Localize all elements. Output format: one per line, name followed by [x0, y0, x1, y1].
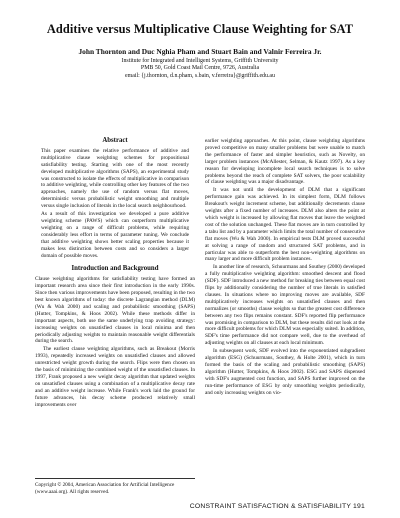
abstract-paragraph: This paper examines the relative performance of additive and multiplicative clause weighting schemes for propositional satisfiability testing. Starting with one of the most recently developed multiplicative algorithms (SAPS), an experimental study was constructed to isolate the effects of multiplicative in comparison to additive weighting, while controlling other key features of the two approaches, namely the use of random versus flat moves, deterministic versus probabilistic weight smoothing and multiple versus single inclusion of literals in the local search neighbourhood. — [41, 147, 189, 210]
left-column — [35, 138, 195, 410]
body-paragraph: earlier weighting approaches. At this point, clause weighting algorithms proved competitive on many smaller problems but were unable to match the performance of faster and simpler heuristics, such as Novelty, on larger problem instances (McAllester, Selman, & Kautz 1997). As a key reason for developing incomplete local search techniques is to solve problems beyond the reach of complete SAT solvers, the poor scalability of clause weighting was a major disadvantage. — [205, 138, 365, 186]
body-paragraph: In subsequent work, SDF evolved into the exponentiated subgradient algorithm (ESG) (Schuurmans, Southey, & Holte 2001), which in turn formed the basis of the scaling and probabilistic smoothing (SAPS) algorithm (Hutter, Tompkins, & Hoos 2002). ESG and SAPS dispensed with SDF's augmented cost function, and SAPS further improved on the run-time performance of ESG by only smoothing weights periodically, and only increasing weights on vio- — [205, 348, 365, 396]
body-paragraph: In another line of research, Schuurmans and Southey (2000) developed a fully multiplicative weighting algorithm: smoothed descent and flood (SDF). SDF introduced a new method for breaking ties between equal cost flips by additionally considering the number of true literals in satisfied clauses. In situations where no improving moves are available, SDF multiplicatively increases weights on unsatisfied clauses and then normalizes (or smooths) clause weights so that the greatest cost difference between any two flips remains constant. SDF's reported flip performance was promising in comparison to DLM, but these results did not look at the more difficult problems for which DLM was especially suited. In addition, SDF's time performance did not compare well, due to the overhead of adjusting weights on all clauses at each local minimum. — [205, 264, 365, 347]
affiliation-block — [0, 58, 400, 80]
abstract-body — [35, 148, 195, 260]
body-paragraph: It was not until the development of DLM that a significant performance gain was achieved. In its simplest form, DLM follows Breakout's weight increment scheme, but additionally decrements clause weights after a fixed number of increases. DLM also alters the point at which weight is increased by allowing flat moves that leave the weighted cost of the solution unchanged. These flat moves are in turn controlled by a tabu list and by a parameter which limits the total number of consecutive flat moves (Wu & Wah 2000). In empirical tests DLM proved successful at solving a range of random and structured SAT problems, and in particular was able to outperform the best non-weighting algorithms on many larger and more difficult problem instances. — [205, 187, 365, 263]
page-footer: CONSTRAINT SATISFACTION & SATISFIABILITY 191 — [189, 503, 365, 510]
intro-heading: Introduction and Background — [71, 265, 159, 273]
right-column — [205, 138, 365, 398]
body-paragraph: Clause weighting algorithms for satisfiability testing have formed an important research area since their first introduction in the early 1990s. Since then various improvements have been proposed, resulting in the two best known algorithms of today: the discrete Lagrangian method (DLM) (Wu & Wah 2000) and scaling and probabilistic smoothing (SAPS) (Hutter, Tompkins, & Hoos 2002). While these methods differ in important aspects, both use the same underlying trap avoiding strategy: increasing weights on unsatisfied clauses in local minima and then periodically adjusting weights to maintain reasonable weight differentials during the search. — [35, 276, 195, 345]
abstract-heading: Abstract — [102, 137, 128, 144]
author-list: John Thornton and Duc Nghia Pham and Stuart Bain and Valnir Ferreira Jr. — [78, 47, 322, 56]
abstract-paragraph: As a result of this investigation we developed a pure additive weighting scheme (PAWS) which can outperform multiplicative weighting on a range of difficult problems, while requiring considerably less effort in terms of parameter tuning. We conclude that additive weighting shows better scaling properties because it makes less distinction between costs and so considers a larger domain of possible moves. — [41, 211, 189, 259]
paper-title: Additive versus Multiplicative Clause Weighting for SAT — [46, 22, 354, 36]
affiliation-line: PMB 50, Gold Coast Mail Centre, 9726, Australia — [140, 65, 260, 72]
body-paragraph: The earliest clause weighting algorithms, such as Breakout (Morris 1993), repeatedly increased weights on unsatisfied clauses and allowed unrestricted weight growth during the search. Flips were then chosen on the basis of minimizing the combined weight of the unsatisfied clauses. In 1997, Frank proposed a new weight decay algorithm that updated weights on unsatisfied clauses using a combination of a multiplicative decay rate and an additive weight increase. While Frank's work laid the ground for future advances, his decay scheme produced relatively small improvements over — [35, 346, 195, 408]
affiliation-line: Institute for Integrated and Intelligent Systems, Griffith University — [121, 58, 279, 64]
author-email: email: {j.thornton, d.n.pham, s.bain, v.ferreira}@griffith.edu.au — [125, 72, 275, 79]
copyright-notice: Copyright © 2004, American Association for Artificial Intelligence (www.aaai.org). All rights reserved. — [35, 478, 195, 495]
